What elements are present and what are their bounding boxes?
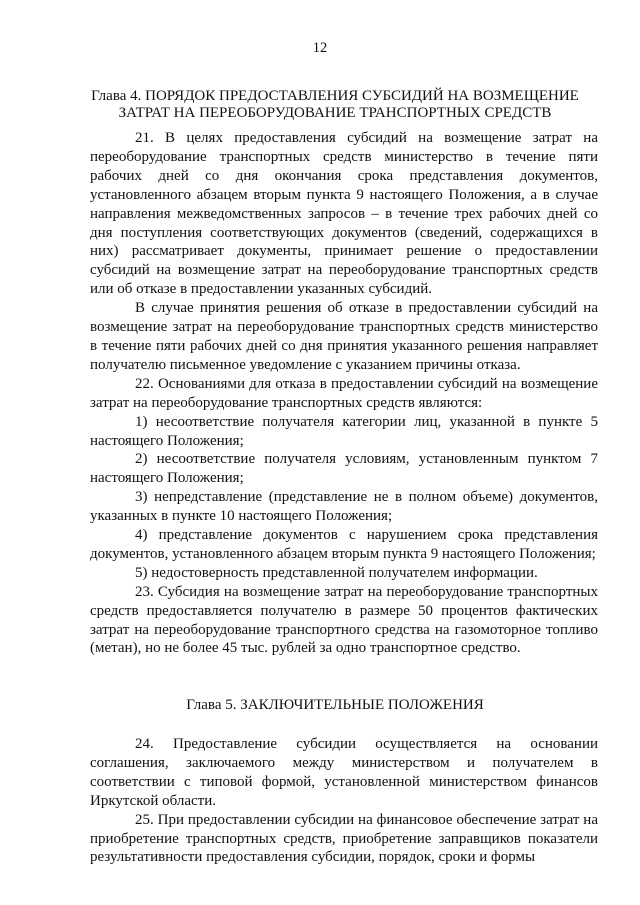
paragraph-22-item-3: 3) непредставление (представление не в полном объеме) документов, указанных в пункте 10 настоящего Положения;: [90, 489, 598, 525]
paragraph-22-item-2: 2) несоответствие получателя условиям, установленным пунктом 7 настоящего Положения;: [90, 451, 598, 487]
page-number: 12: [312, 40, 328, 56]
paragraph-22-item-4: 4) представление документов с нарушением срока представления документов, установленного абзацем вторым пункта 9 настоящего Положения;: [90, 527, 598, 562]
chapter-4-heading: Глава 4. ПОРЯДОК ПРЕДОСТАВЛЕНИЯ СУБСИДИЙ НА ВОЗМЕЩЕНИЕ ЗАТРАТ НА ПЕРЕОБОРУДОВАНИЕ ТРАНСПОРТНЫХ СРЕДСТВ: [91, 88, 579, 121]
paragraph-22-item-5: 5) недостоверность представленной получателем информации.: [135, 564, 538, 581]
paragraph-22: 22. Основаниями для отказа в предоставлении субсидий на возмещение затрат на переоборудование транспортных средств являются:: [90, 375, 598, 411]
paragraph-22-item-1: 1) несоответствие получателя категории лиц, указанной в пункте 5 настоящего Положения;: [90, 413, 598, 449]
paragraph-24: 24. Предоставление субсидии осуществляется на основании соглашения, заключаемого между министерством и получателем в соответствии с типовой формой, установленной министерством финансов Иркутской области.: [90, 736, 598, 809]
chapter-5-body: [90, 735, 598, 867]
paragraph-23: 23. Субсидия на возмещение затрат на переоборудование транспортных средств предоставляется получателю в размере 50 процентов фактических затрат на переоборудование транспортного средства на газомоторное топливо (метан), но не более 45 тыс. рублей за одно транспортное средство.: [90, 583, 598, 657]
paragraph-21-refusal: В случае принятия решения об отказе в предоставлении субсидий на возмещение затрат на переоборудование транспортных средств министерство в течение пяти рабочих дней со дня принятия указанного решения направляет получателю письменное уведомление с указанием причины отказа.: [90, 300, 598, 373]
chapter-5-heading: Глава 5. ЗАКЛЮЧИТЕЛЬНЫЕ ПОЛОЖЕНИЯ: [186, 697, 484, 713]
chapter-4-body: [90, 129, 598, 658]
paragraph-25: 25. При предоставлении субсидии на финансовое обеспечение затрат на приобретение транспортных средств, приобретение заправщиков показатели результативности предоставления субсидии, порядок, сроки и формы: [90, 811, 598, 866]
paragraph-21: 21. В целях предоставления субсидий на возмещение затрат на переоборудование транспортных средств министерство в течение пяти рабочих дней со дня окончания срока представления документов, установленного абзацем вторым пункта 9 настоящего Положения, а в случае направления межведомственных запросов – в течение трех рабочих дней со дня поступления соответствующих документов (сведений, содержащихся в них) рассматривает документы, принимает решение о предоставлении субсидий на возмещение затрат на переоборудование транспортных средств или об отказе в предоставлении указанных субсидий.: [90, 130, 598, 298]
